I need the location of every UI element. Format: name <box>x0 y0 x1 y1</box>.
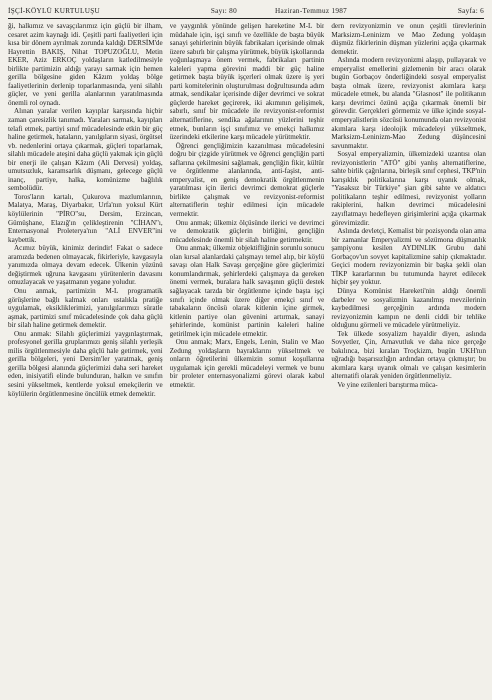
column-2 <box>170 22 325 698</box>
paragraph: Sosyal emperyalizmin, ülkemizdeki uzantısı olan revizyonistlerin "ATÖ" gibi yanlış alternatiflerine, sahte birlik çağrılarına, birleşik sınıf cephesi, TKP'nin karışıklık politikalarına karşı uyanık olmak, "Yasaksız bir Türkiye" şiarı gibi sahte ve aldatıcı politikaların teşhir edilmesi, revizyonist yolların rakiplerini, halkın devrimci mücadelesini zayıflatmayı hedefleyen girişimlerini açığa çıkarmak görevimizdir. <box>331 150 487 227</box>
paragraph: Onu anmak, partimizin M-L programatik görüşlerine bağlı kalmak onları ustalıkla pratiğe uygulamak, eksikliklerimizi, yanılgılarımızı süratle aşmak, partimizi sınıf mücadelesinde çok daha güçlü bir silah haline getirmek demektir. <box>8 286 163 330</box>
article-body <box>8 22 486 698</box>
column-1 <box>8 22 163 698</box>
column-3 <box>331 22 486 698</box>
paragraph: Toros'ların kartalı, Çukurova mazlumlarının, Malatya, Maraş, Diyarbakır, Urfa'nın yoksul Kürt köylülerinin "PİRO"su, Dersim, Erzincan, Gümüşhane, Elazığ'ın çelikleştirenin "CİHAN"ı, Enternasyonal Proleterya'nın "ALİ ENVER"ini kaybettik. <box>8 192 163 244</box>
paragraph: Aslında modern revizyonizmi alaşıp, pullayarak ve emperyalist emellerini gizlemenin bir aracı olarak bugün Gorbaçov önderliğindeki sosyal emperyalist başta olmak üzere, revizyonist akımlara karşı mücadele etmek, bu alanda "Glasnost" ile politikanın karşı devrimci özünü açığa çıkarmak önemli bir görevdir. Gerçekleri görmemiz ve ülke içinde sosyal-emperyalistlerin sözcüsü konumunda olan revizyonist akımlara karşı ideolojik mücadeleyi yükseltmek, Marksizm-Leninizm-Mao Zedung düşüncesini savunmaktır. <box>331 56 487 150</box>
paragraph: Onu anmak: Silahlı güçlerimizi yaygınlaştırmak, profesyonel gerilla gruplarımızı geniş silahlı yerleşik milis örgütlenmesiyle daha güçlü hale getirmek, yeni gerilla bölgeleri, yeni Dersim'ler yaratmak, geniş gerilla bölgesi alanında güçlerimizi daha seri hareket eden, inisiyatifi elinde bulunduran, halkın ve sınıfın sesini yükseltmek, kentlerde yoksul emekçilerin ve köylülerin örgütlenmesine öncülük etmek demektir. <box>8 329 163 398</box>
paragraph: Onu anmak; Marx, Engels, Lenin, Stalin ve Mao Zedung yoldaşların bayraklarını yükseltmek ve onların öğretilerini ülkemizin somut koşullarına uygulamak için gerekli mücadeleyi vermek ve bunu bir proleter enternasyonalizmi görevi olarak kabul etmektir. <box>169 338 325 389</box>
paragraph: Onu anmak; ülkemiz ölçüsünde ilerici ve devrimci ve demokratik güçlerin birliğini, gençliğin mücadelesinde önemli bir silah haline getirmektir. <box>169 218 325 244</box>
paragraph: Alınan yaralar verilen kayıplar karşısında hiçbir zaman çaresizlik tanımadı. Yaraları sarmak, kayıpları telafi etmek, partiyi sınıf mücadelesinde etkin bir güç haline getirmek, hataların, yanılgıların siyasi, örgütsel vb. nedenlerini ortaya çıkarmak, güçleri toparlamak, silahlı mücadele ateşini daha güçlü yakmak için güçlü bir enerji ile çalışan Kâzım (Ali Dervesi) yoldaş, umutsuzluk, karamsarlık düşmanı, gelecege güçlü inanç, partiye, halka, komünizme bağlılık sembolüdür. <box>8 107 163 193</box>
page-header <box>8 4 484 17</box>
paragraph: dern revizyonizmin ve onun çeşitli türevlerinin Marksizm-Leninizm ve Mao Zedung yoldaşın düşmüz fikirlerinin düşman yüzlerini açığa çıkarmak demektir. <box>331 22 487 56</box>
header-rule <box>8 18 484 19</box>
issue-info <box>211 7 347 15</box>
paragraph: Ve yine ezilenleri barıştırma müca- <box>337 380 438 389</box>
publication-name: İŞÇİ-KÖYLÜ KURTULUŞU <box>8 6 101 15</box>
issue-number: Sayı: 80 <box>210 6 237 15</box>
paragraph: Aslında devletçi, Kemalist bir pozisyonda olan ama bir zamanlar Emperyalizmi ve sözümona düşmanlık şampiyonu kesilen AYDINLIK Grubu dahi Gorbaçov'un sovyet kapitalizmine sahip çıkmaktadır. Geçici modern revizyonizmin bir başka şekli olan TİKP kararlarının bu tutumunda hayret edilecek hiçbir şey yoktur. <box>331 227 487 287</box>
paragraph: Öğrenci gençliğimizin kazanılması mücadelesini doğru bir çizgide yürütmek ve öğrenci gençliğin parti saflarına çekilmesini sağlamak, gençliğin fikir, kültür ve örgütlenme alanlarında, anti-faşist, anti-emperyalist, en geniş demokratik örgütlenmenin yaratılması için ilerici devrimci demokrat güçlerle birlikte çalışmak ve revizyonist-reformist alternatiflerin teşhir edilmesi için mücadele vermektir. <box>169 141 325 219</box>
issue-date: Haziran-Temmuz 1987 <box>274 6 348 15</box>
paragraph: Dünya Komünist Hareketi'nin aldığı önemli darbeler ve sosyalizmin kazanılmış mevzilerinin kaybedilmesi gerçeğinin ardında modern revizyonizmin kampın ne denli ciddi bir tehlike olduğunu görmeli ve mücadele yürütmeliyiz. <box>331 286 487 330</box>
paragraph: Onu anmak; ülkemiz objektifliğinin sorunlu sonucu olan kırsal alanlardaki çalışmayı temel alıp, bir köylü savaşı olan Halk Savaşı gerçeğine göre güçlerimizi konumlandırmak, şehirlerdeki çalışmaya da gereken önemi vermek, buralara halk savaşının güçlü destek sağlayacak tarzda bir örgütlenme içinde başta işçi sınıfı içinde olmak üzere diğer emekçi sınıf ve tabakaların öncüsü olarak kitlenin içine girmek, kitlenin partiye olan güvenini artırmak, sanayi şehirlerinde, komünist partinin kaleleri haline getirilmek için mücadele etmektir. <box>169 244 325 338</box>
paragraph: ve yaygınlık yönünde gelişen hareketine M-L bir müdahale için, işçi sınıfı ve özellikle de başta büyük sanayi şehirlerinin büyük fabrikaları içerisinde olmak üzere sabırlı bir çalışma yürütmek, büyük işkollarında yoğunlaşmaya önem vermek, fabrikaları partinin kaleleri yapma görevini maddi bir güç haline getirmek başta büyük işçerleri olmak üzere iş yeri parti komitelerinin oluşturulması doğrultusunda adım atmak, sendikalar içerisinde diğer devrimci ve sokrat güçlerde hareket geçirerek, iki akımının gelişimek, sabırlı, sınıf bir mücadele ile revizyonist-reformist alternatiflerine, sendika ağalarının yüzlerini teşhir etmek, bunların işçi sınıfımız ve emekçi halkımız üzerindeki etkilerine karşı mücadele yürütmektir. <box>169 22 325 142</box>
paragraph: Tek ülkede sosyalizm hayaldir diyen, aslında Sovyetler, Çin, Arnavutluk ve daha nice gerçeğe bakılınca, bizi kıralan Troçkizm, bugün UKH'nın uğradığı başarısızlığın ardından ortaya çıkmıştır; bu akımlara karşı uyanık olmalı ve çalışan kesimlerin alternatifi olarak yeniden örgütlenmeliyiz. <box>331 329 487 381</box>
paragraph: Acımız büyük, kinimiz derindir! Fakat o sadece aramızda bedenen olmayacak, fikirleriyle, kavgasıyla yanımızda olmaya devam edecek. Ülkenin yüzünü değiştirmek uğruna kavgasını yürütenlerin davasını omuzlayacak ve yaşatmanın yegane yoludur. <box>8 244 163 287</box>
paragraph: ği, halkımız ve savaşçılarımız için güçlü bir ilham, cesaret azim kaynağı idi. Çeşitli parti faaliyetleri için kısa bir dönem ayrılmak zorunda kaldığı DERSİM'de Hayrettin BAKIŞ, Nihat TOPUZOĞLU, Metin EKER, Aziz ERKOÇ yoldaşların katledilmesiyle birlikte partimizin aldığı yarayı sarmak için hemen gerilla bölgesine giden Kâzım yoldaş bölge faaliyetlerinin derlenip toparlanmasında, yeni silahlı güçler, ve yeni gerilla alanlarının yaratılmasında önemli rol oynadı. <box>8 22 163 107</box>
page-number: Sayfa: 6 <box>457 6 484 15</box>
